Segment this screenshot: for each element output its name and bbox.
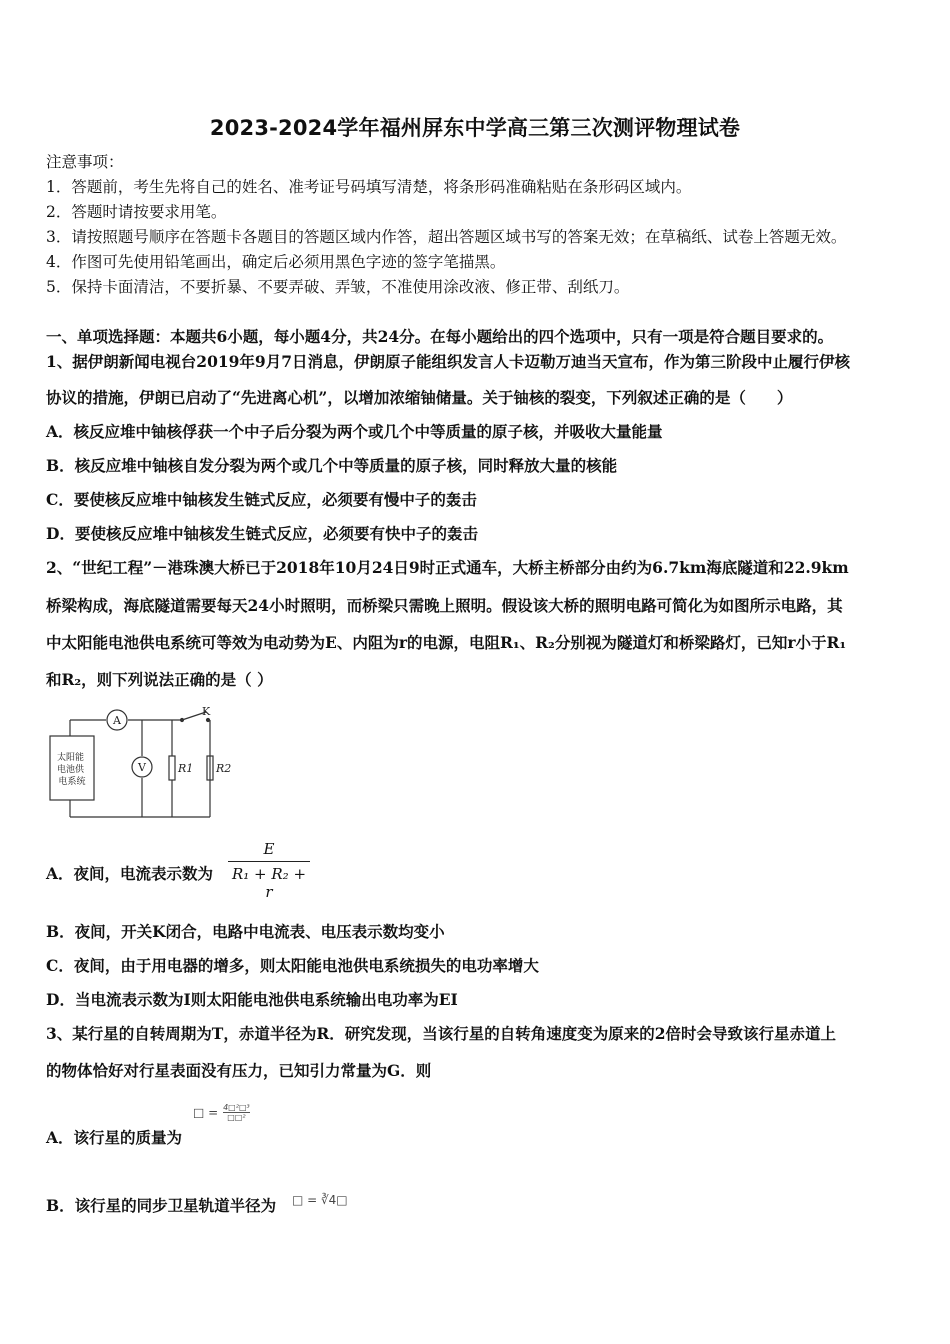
- source-label: [57, 751, 87, 787]
- q2-stem-line: 2、“世纪工程”－港珠澳大桥已于2018年10月24日9时正式通车，大桥主桥部分由约为6.7km海底隧道和22.9km: [46, 558, 849, 577]
- q3-stem-line: 的物体恰好对行星表面没有压力，已知引力常量为G．则: [46, 1061, 432, 1080]
- notice-item: 5．保持卡面清洁，不要折暴、不要弄破、弄皱，不准使用涂改液、修正带、刮纸刀。: [46, 278, 630, 296]
- q1-stem-line: 协议的措施，伊朗已启动了“先进离心机”，以增加浓缩铀储量。关于铀核的裂变，下列叙述正确的是（ ）: [46, 388, 793, 407]
- formula-numerator: 4□²□³: [223, 1103, 250, 1112]
- notice-heading: 注意事项：: [46, 153, 124, 171]
- q3-option-b-formula: □ = ∛4□: [292, 1193, 348, 1207]
- formula-numerator: E: [263, 840, 275, 858]
- source-label-line: 电池供: [57, 765, 85, 775]
- q1-option-d: D．要使核反应堆中铀核发生链式反应，必须要有快中子的轰击: [46, 524, 478, 543]
- q1-option-a: A．核反应堆中铀核俘获一个中子后分裂为两个或几个中等质量的原子核，并吸收大量能量: [46, 422, 663, 441]
- notice-item: 2．答题时请按要求用笔。: [46, 203, 227, 221]
- q2-option-c: C．夜间，由于用电器的增多，则太阳能电池供电系统损失的电功率增大: [46, 956, 539, 975]
- section-heading: 一、单项选择题：本题共6小题，每小题4分，共24分。在每小题给出的四个选项中，只有一项是符合题目要求的。: [46, 327, 834, 346]
- page-title: 2023-2024学年福州屏东中学高三第三次测评物理试卷: [209, 116, 741, 140]
- formula-denominator: R₁ + R₂ + r: [228, 861, 310, 901]
- source-label-line: 太阳能: [57, 753, 85, 763]
- switch-label: K: [202, 705, 211, 718]
- circuit-diagram: [44, 704, 244, 829]
- formula-denominator: □□²: [223, 1112, 250, 1122]
- notice-item: 3．请按照题号顺序在答题卡各题目的答题区域内作答，超出答题区域书写的答案无效；在草稿纸、试卷上答题无效。: [46, 228, 847, 246]
- q2-stem-line: 桥梁构成，海底隧道需要每天24小时照明，而桥梁只需晚上照明。假设该大桥的照明电路可简化为如图所示电路，其: [46, 596, 843, 615]
- q2-option-a-formula: [228, 840, 310, 901]
- q2-option-a: A．夜间，电流表示数为: [46, 864, 214, 883]
- q2-stem-line: 和R₂，则下列说法正确的是（ ）: [46, 670, 273, 689]
- q3-stem-line: 3、某行星的自转周期为T，赤道半径为R．研究发现，当该行星的自转角速度变为原来的2倍时会导致该行星赤道上: [46, 1024, 836, 1043]
- r2-label: R2: [216, 762, 232, 775]
- q2-stem-line: 中太阳能电池供电系统可等效为电动势为E、内阻为r的电源，电阻R₁、R₂分别视为隧道灯和桥梁路灯，已知r小于R₁: [46, 633, 847, 652]
- q1-option-b: B．核反应堆中铀核自发分裂为两个或几个中等质量的原子核，同时释放大量的核能: [46, 456, 618, 475]
- q3-option-b: B．该行星的同步卫星轨道半径为: [46, 1196, 277, 1215]
- q1-stem-line: 1、据伊朗新闻电视台2019年9月7日消息，伊朗原子能组织发言人卡迈勒万迪当天宣布，作为第三阶段中止履行伊核: [46, 352, 850, 371]
- formula-fraction: [223, 1103, 250, 1122]
- q2-option-b: B．夜间，开关K闭合，电路中电流表、电压表示数均变小: [46, 922, 445, 941]
- q2-option-d: D．当电流表示数为I则太阳能电池供电系统输出电功率为EI: [46, 990, 458, 1009]
- ammeter-label: A: [113, 714, 121, 727]
- q1-option-c: C．要使核反应堆中铀核发生链式反应，必须要有慢中子的轰击: [46, 490, 477, 509]
- q3-option-a-formula: [193, 1103, 250, 1122]
- voltmeter-label: V: [138, 761, 146, 774]
- notice-item: 1．答题前，考生先将自己的姓名、准考证号码填写清楚，将条形码准确粘贴在条形码区域内。: [46, 178, 692, 196]
- formula-lhs: □ =: [193, 1105, 219, 1120]
- r1-label: R1: [178, 762, 194, 775]
- notice-item: 4．作图可先使用铅笔画出，确定后必须用黑色字迹的签字笔描黑。: [46, 253, 506, 271]
- source-label-line: 电系统: [58, 777, 86, 787]
- q3-option-a: A．该行星的质量为: [46, 1128, 183, 1147]
